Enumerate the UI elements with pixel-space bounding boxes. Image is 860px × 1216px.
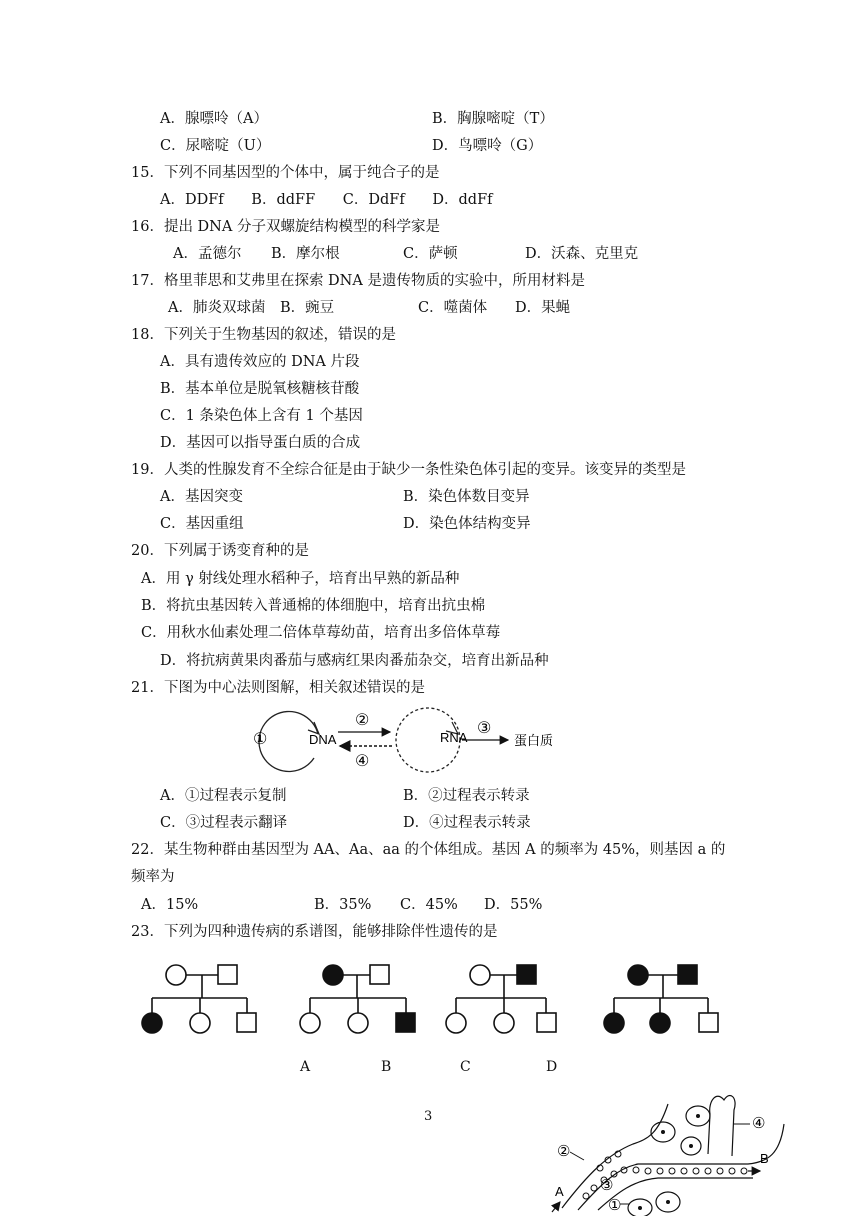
q14-option-a: A．腺嘌呤（A） [160, 111, 268, 127]
central-dogma-diagram [230, 700, 590, 780]
label-3: ③ [477, 718, 492, 737]
corner-label-4: ④ [752, 1114, 766, 1132]
pedigree-charts [130, 955, 740, 1045]
q14-option-b: B．胸腺嘧啶（T） [432, 111, 554, 127]
q19-option-b: B．染色体数目变异 [403, 489, 530, 505]
label-4: ④ [355, 751, 370, 770]
pedigree-label-a: A [300, 1059, 311, 1075]
q19-option-c: C．基因重组 [160, 516, 244, 532]
page-number: 3 [424, 1109, 433, 1124]
q22-stem-continued: 频率为 [131, 869, 175, 885]
pedigree-label-c: C [460, 1059, 471, 1075]
q14-option-d: D．鸟嘌呤（G） [432, 138, 543, 154]
q16-option-a: A．孟德尔 [173, 246, 242, 262]
q21-option-b: B．②过程表示转录 [403, 788, 530, 804]
label-1: ① [253, 729, 268, 748]
q22-option-a: A．15% [141, 897, 199, 913]
q17-option-c: C．噬菌体 [418, 300, 488, 316]
pedigree-a [142, 965, 256, 1033]
q18-option-a: A．具有遗传效应的 DNA 片段 [160, 354, 360, 370]
q21-option-a: A．①过程表示复制 [160, 788, 287, 804]
q14-option-c: C．尿嘧啶（U） [160, 138, 271, 154]
q19-option-a: A．基因突变 [160, 489, 243, 505]
q17-stem: 17．格里菲思和艾弗里在探索 DNA 是遗传物质的实验中，所用材料是 [131, 273, 585, 289]
q16-option-b: B．摩尔根 [271, 246, 340, 262]
q20-option-a: A．用 γ 射线处理水稻种子，培育出早熟的新品种 [141, 571, 460, 587]
q22-option-d: D．55% [484, 897, 543, 913]
q19-option-d: D．染色体结构变异 [403, 516, 531, 532]
q18-option-b: B．基本单位是脱氧核糖核苷酸 [160, 381, 360, 397]
q17-option-b: B．豌豆 [280, 300, 335, 316]
corner-label-2: ② [557, 1142, 571, 1160]
q18-option-d: D．基因可以指导蛋白质的合成 [160, 435, 361, 451]
corner-label-3: ③ [600, 1176, 614, 1194]
q20-option-d: D．将抗病黄果肉番茄与感病红果肉番茄杂交，培育出新品种 [160, 653, 549, 669]
protein-label: 蛋白质 [514, 733, 554, 748]
tissue-capillary-diagram [548, 1084, 810, 1216]
q21-stem: 21．下图为中心法则图解，相关叙述错误的是 [131, 680, 425, 696]
corner-label-b: B [760, 1151, 769, 1166]
label-2: ② [355, 710, 370, 729]
corner-label-1: ① [608, 1196, 622, 1214]
q19-stem: 19．人类的性腺发育不全综合征是由于缺少一条性染色体引起的变异。该变异的类型是 [131, 462, 686, 478]
rna-label: RNA [440, 730, 468, 745]
q16-option-d: D．沃森、克里克 [525, 246, 639, 262]
q21-option-d: D．④过程表示转录 [403, 815, 531, 831]
pedigree-label-b: B [381, 1059, 392, 1075]
q18-stem: 18．下列关于生物基因的叙述，错误的是 [131, 327, 396, 343]
q18-option-c: C．1 条染色体上含有 1 个基因 [160, 408, 363, 424]
pedigree-d [604, 965, 718, 1033]
q16-stem: 16．提出 DNA 分子双螺旋结构模型的科学家是 [131, 219, 440, 235]
q21-option-c: C．③过程表示翻译 [160, 815, 288, 831]
q20-option-b: B．将抗虫基因转入普通棉的体细胞中，培育出抗虫棉 [141, 598, 486, 614]
dna-label: DNA [309, 732, 337, 747]
q17-option-a: A．肺炎双球菌 [168, 300, 266, 316]
q20-stem: 20．下列属于诱变育种的是 [131, 543, 309, 559]
q17-option-d: D．果蝇 [515, 300, 571, 316]
q20-option-c: C．用秋水仙素处理二倍体草莓幼苗，培育出多倍体草莓 [141, 625, 501, 641]
q22-option-c: C．45% [400, 897, 458, 913]
pedigree-b [300, 965, 415, 1033]
q15-stem: 15．下列不同基因型的个体中，属于纯合子的是 [131, 165, 440, 181]
q16-option-c: C．萨顿 [403, 246, 458, 262]
q15-options: A．DDFf B．ddFF C．DdFf D．ddFf [160, 192, 493, 208]
corner-label-a: A [555, 1184, 564, 1199]
q23-stem: 23．下列为四种遗传病的系谱图，能够排除伴性遗传的是 [131, 924, 498, 940]
pedigree-c [446, 965, 556, 1033]
pedigree-label-d: D [546, 1059, 558, 1075]
q22-stem: 22．某生物种群由基因型为 AA、Aa、aa 的个体组成。基因 A 的频率为 45%，则基因 a 的 [131, 842, 726, 858]
q22-option-b: B．35% [314, 897, 372, 913]
